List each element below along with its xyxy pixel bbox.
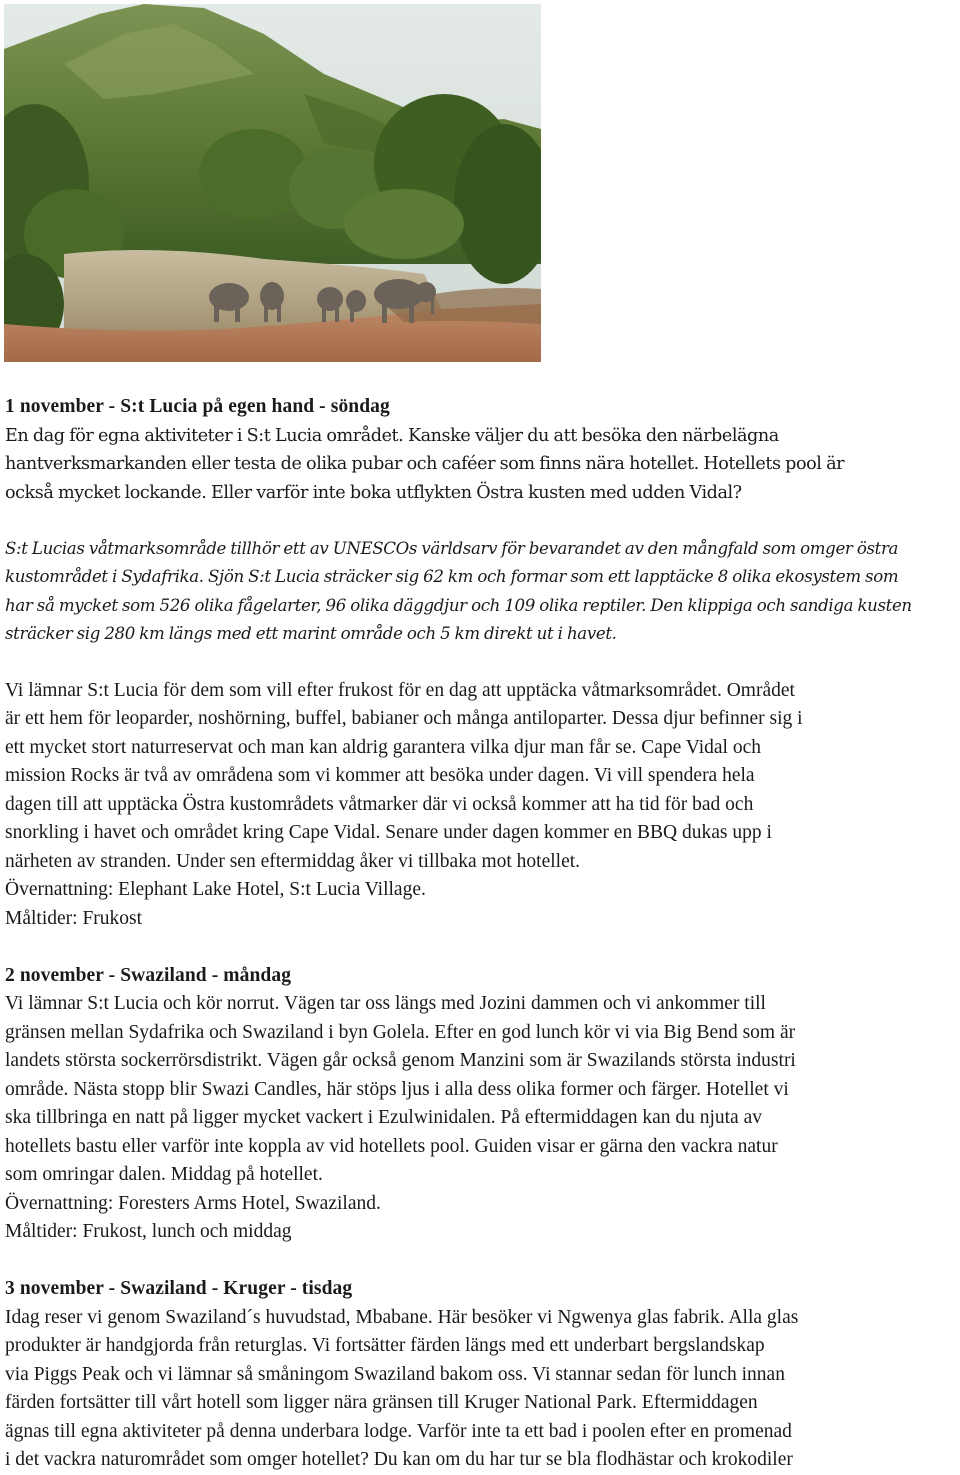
day3-body-line: i det vackra naturområdet som omger hotellet? Du kan om du har tur se bla flodhästar och krokodiler bbox=[5, 1449, 793, 1471]
day3-body-line: ägnas till egna aktiviteter på denna underbara lodge. Varför inte ta ett bad i poolen efter en promenad bbox=[5, 1420, 792, 1442]
day1-title: 1 november - S:t Lucia på egen hand - söndag bbox=[5, 396, 390, 417]
day2-body-line: område. Nästa stopp blir Swazi Candles, här stöps ljus i alla dess olika former och färger. Hotellet vi bbox=[5, 1078, 789, 1100]
day2-accommodation: Övernattning: Foresters Arms Hotel, Swaziland. bbox=[5, 1192, 381, 1214]
day1-body-line: ett mycket stort naturreservat och man kan aldrig garantera vilka djur man får se. Cape Vidal och bbox=[5, 736, 761, 758]
day2-title: 2 november - Swaziland - måndag bbox=[5, 964, 292, 986]
itinerary bbox=[5, 393, 957, 1475]
day3-body-line: via Piggs Peak och vi lämnar så småningom Swaziland bakom oss. Vi stannar sedan för lunch innan bbox=[5, 1363, 785, 1385]
day2-body-line: Vi lämnar S:t Lucia och kör norrut. Vägen tar oss längs med Jozini dammen och vi ankommer till bbox=[5, 993, 766, 1015]
day2-body-line: landets största sockerrörsdistrikt. Vägen går också genom Manzini som är Swazilands största industri bbox=[5, 1050, 796, 1072]
day1-intro-line: också mycket lockande. Eller varför inte boka utflykten Östra kusten med udden Vidal? bbox=[5, 482, 742, 503]
day1-body-line: Vi lämnar S:t Lucia för dem som vill efter frukost för en dag att upptäcka våtmarksområdet. Området bbox=[5, 679, 795, 701]
day2-body-line: ska tillbringa en natt på ligger mycket vackert i Ezulwinidalen. På eftermiddagen kan du njuta av bbox=[5, 1107, 762, 1129]
day1-intro-line: En dag för egna aktiviteter i S:t Lucia området. Kanske väljer du att besöka den närbelägna bbox=[5, 425, 779, 446]
day1-italic-line: sträcker sig 280 km längs med ett marint område och 5 km direkt ut i havet. bbox=[5, 624, 617, 644]
landscape-elephants-image bbox=[4, 4, 541, 362]
day3-title: 3 november - Swaziland - Kruger - tisdag bbox=[5, 1278, 353, 1300]
day1-body-line: närheten av stranden. Under sen eftermiddag åker vi tillbaka mot hotellet. bbox=[5, 850, 581, 872]
day3-body-line: produkter är handgjorda från returglas. Vi fortsätter färden längs med ett underbart bergslandskap bbox=[5, 1335, 765, 1357]
day1-body-line: mission Rocks är två av områdena som vi kommer att besöka under dagen. Vi vill spendera hela bbox=[5, 765, 755, 787]
day2-body-line: som omringar dalen. Middag på hotellet. bbox=[5, 1164, 323, 1186]
day1-intro-line: hantverksmarkanden eller testa de olika pubar och caféer som finns nära hotellet. Hotellets pool är bbox=[5, 454, 845, 474]
day1-body-line: dagen till att upptäcka Östra kustområdets våtmarker där vi också kommer att ha tid för bad och bbox=[5, 793, 754, 815]
day1-italic-line: kustområdet i Sydafrika. Sjön S:t Lucia sträcker sig 62 km och formar som ett lapptäcke 8 olika ekosystem som bbox=[5, 567, 899, 587]
day3-body-line: Idag reser vi genom Swaziland´s huvudstad, Mbabane. Här besöker vi Ngwenya glas fabrik. Alla glas bbox=[5, 1306, 799, 1328]
day2-body-line: hotellets bastu eller varför inte koppla av vid hotellets pool. Guiden visar er gärna den vackra natur bbox=[5, 1135, 778, 1157]
day1-italic-line: har så mycket som 526 olika fågelarter, 96 olika däggdjur och 109 olika reptiler. Den klippiga och sandiga kusten bbox=[5, 595, 912, 615]
day1-accommodation: Övernattning: Elephant Lake Hotel, S:t Lucia Village. bbox=[5, 879, 426, 901]
day3-body-line: färden fortsätter till vårt hotell som ligger nära gränsen till Kruger National Park. Eftermiddagen bbox=[5, 1392, 758, 1414]
day2-body-line: gränsen mellan Sydafrika och Swaziland i byn Golela. Efter en god lunch kör vi via Big Bend som är bbox=[5, 1021, 796, 1043]
day1-italic-line: S:t Lucias våtmarksområde tillhör ett av UNESCOs världsarv för bevarandet av den mångfald som omger östra bbox=[5, 539, 899, 558]
day1-body-line: snorkling i havet och området kring Cape Vidal. Senare under dagen kommer en BBQ dukas upp i bbox=[5, 822, 772, 844]
day2-meals: Måltider: Frukost, lunch och middag bbox=[5, 1221, 292, 1243]
header-photo bbox=[4, 4, 541, 362]
day1-meals: Måltider: Frukost bbox=[5, 907, 143, 929]
day1-body-line: är ett hem för leoparder, noshörning, buffel, babianer och många antiloparter. Dessa djur befinner sig i bbox=[5, 708, 803, 730]
